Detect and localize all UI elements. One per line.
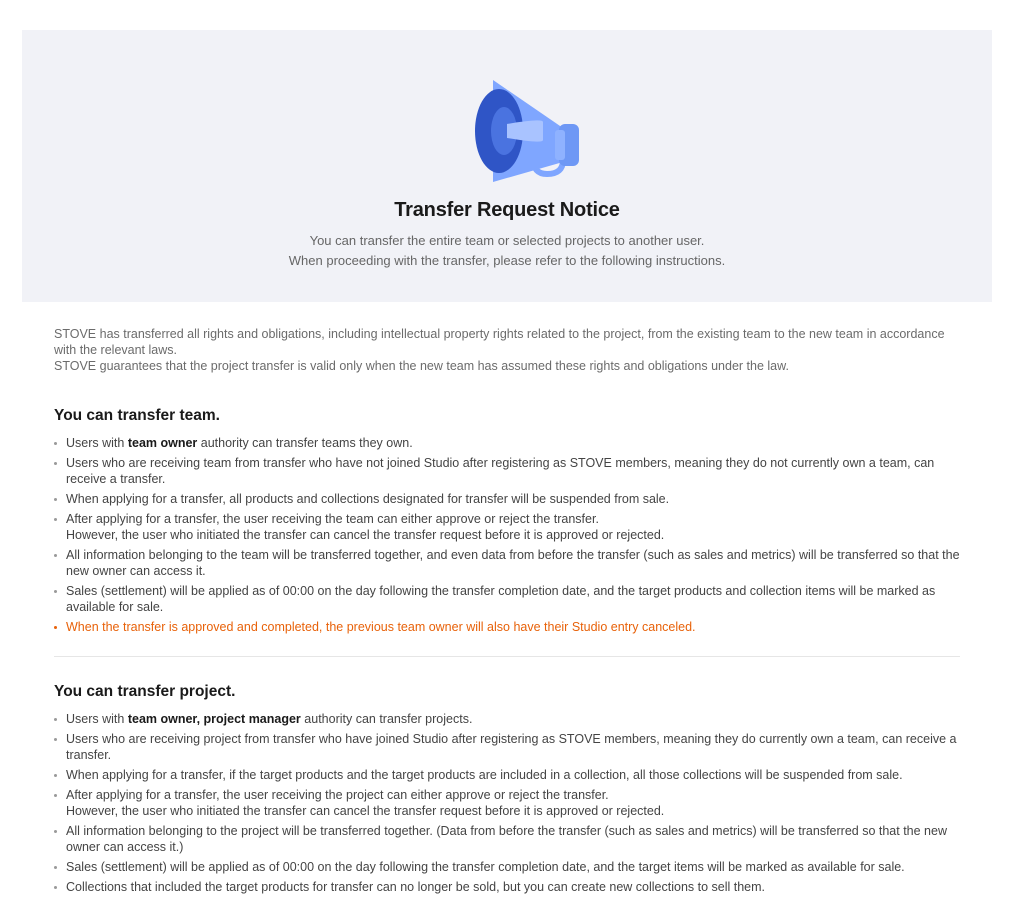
list-item: After applying for a transfer, the user receiving the team can either approve or reject the transfer. However, the user who initiated the transfer can cancel the transfer request before it is approved or rejected.: [54, 511, 960, 543]
megaphone-icon: [471, 70, 587, 188]
bullet-icon: [54, 626, 57, 629]
notice-banner: [22, 30, 992, 302]
notice-description-line-1: You can transfer the entire team or selected projects to another user.: [309, 233, 705, 248]
bullet-icon: [54, 866, 57, 869]
list-item: Collections that included the target products for transfer can no longer be sold, but you can create new collections to sell them.: [54, 879, 960, 895]
notice-description-line-2: When proceeding with the transfer, please refer to the following instructions.: [288, 253, 726, 268]
intro-paragraph-2: STOVE guarantees that the project transfer is valid only when the new team has assumed these rights and obligations under the law.: [54, 359, 789, 373]
bullet-icon: [54, 794, 57, 797]
bullet-icon: [54, 554, 57, 557]
list-item: When applying for a transfer, if the target products and the target products are included in a collection, all those collections will be suspended from sale.: [54, 767, 960, 783]
section-divider: [54, 656, 960, 657]
intro-text: [54, 326, 960, 374]
bullet-icon: [54, 830, 57, 833]
list-item: Users with team owner, project manager authority can transfer projects.: [54, 711, 960, 727]
bullet-icon: [54, 718, 57, 721]
bullet-icon: [54, 442, 57, 445]
list-item: When applying for a transfer, all products and collections designated for transfer will be suspended from sale.: [54, 491, 960, 507]
intro-paragraph-1: STOVE has transferred all rights and obligations, including intellectual property rights related to the project, from the existing team to the new team in accordance with the relevant laws.: [54, 327, 945, 357]
team-section-title: You can transfer team.: [54, 407, 220, 424]
bullet-icon: [54, 462, 57, 465]
project-transfer-rules: [54, 711, 960, 895]
list-item: Sales (settlement) will be applied as of 00:00 on the day following the transfer completion date, and the target items will be marked as available for sale.: [54, 859, 960, 875]
list-item: Sales (settlement) will be applied as of 00:00 on the day following the transfer completion date, and the target products and collection items will be marked as available for sale.: [54, 583, 960, 615]
notice-content: [54, 326, 960, 899]
project-section-title: You can transfer project.: [54, 683, 236, 700]
team-transfer-rules: [54, 435, 960, 635]
list-item: Users who are receiving project from transfer who have joined Studio after registering as STOVE members, meaning they do currently own a team, can receive a transfer.: [54, 731, 960, 763]
warning-list-item: When the transfer is approved and completed, the previous team owner will also have their Studio entry canceled.: [54, 619, 960, 635]
list-item: Users who are receiving team from transfer who have not joined Studio after registering as STOVE members, meaning they do not currently own a team, can receive a transfer.: [54, 455, 960, 487]
bullet-icon: [54, 886, 57, 889]
bullet-icon: [54, 498, 57, 501]
bullet-icon: [54, 774, 57, 777]
role-emphasis: team owner: [127, 436, 198, 450]
role-emphasis: team owner, project manager: [127, 712, 301, 726]
bullet-icon: [54, 590, 57, 593]
list-item: All information belonging to the team will be transferred together, and even data from before the transfer (such as sales and metrics) will be transferred so that the new owner can access it.: [54, 547, 960, 579]
list-item: All information belonging to the project will be transferred together. (Data from before the transfer (such as sales and metrics) will be transferred so that the new owner can access it.): [54, 823, 960, 855]
list-item: After applying for a transfer, the user receiving the project can either approve or reject the transfer. However, the user who initiated the transfer can cancel the transfer request before it is approved or rejected.: [54, 787, 960, 819]
notice-title: Transfer Request Notice: [394, 199, 620, 221]
bullet-icon: [54, 738, 57, 741]
bullet-icon: [54, 518, 57, 521]
list-item: Users with team owner authority can transfer teams they own.: [54, 435, 960, 451]
